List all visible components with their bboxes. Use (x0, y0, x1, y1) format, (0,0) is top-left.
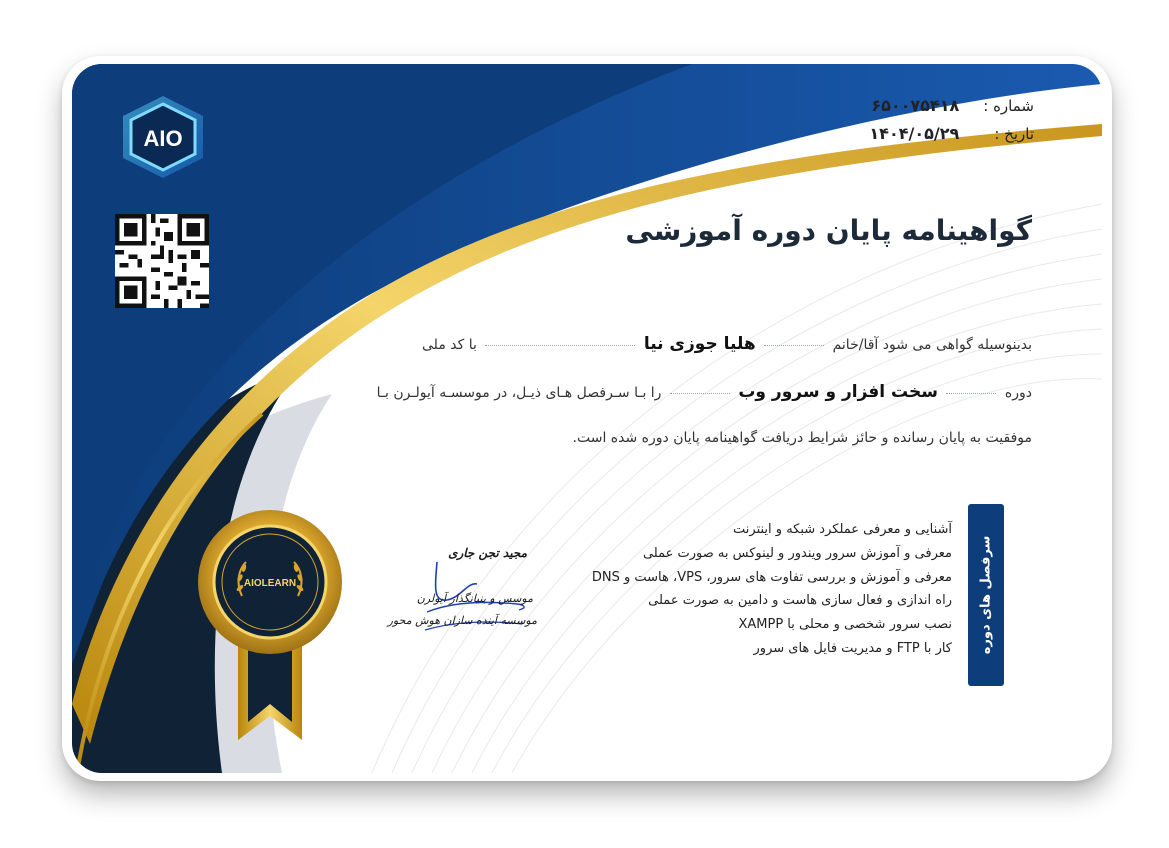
syllabus-item: نصب سرور شخصی و محلی با XAMPP (738, 617, 952, 633)
certificate-inner (72, 64, 1102, 773)
syllabus-item: معرفی و آموزش و بررسی تفاوت های سرور، VPS، هاست و DNS (591, 569, 952, 585)
signature-block (387, 542, 537, 652)
line1-prefix: بدینوسیله گواهی می شود آقا/خانم (832, 337, 1032, 353)
date-row (774, 124, 1034, 152)
line1-suffix: با کد ملی (422, 337, 477, 353)
number-label: شماره : (983, 97, 1034, 115)
line2-prefix: دوره (1004, 385, 1032, 401)
body-line-3: موفقیت به پایان رسانده و حائز شرایط دریافت گواهینامه پایان دوره شده است. (572, 430, 1032, 446)
certificate-card (62, 56, 1112, 781)
logo-panel (100, 64, 224, 326)
syllabus-item: کار با FTP و مدیریت فایل های سرور (753, 640, 952, 656)
aio-logo (115, 92, 211, 182)
number-row (774, 96, 1034, 124)
syllabus-item: معرفی و آموزش سرور ویندور و لینوکس به صورت عملی (642, 545, 952, 561)
award-seal (190, 504, 350, 744)
signatory-title-2: موسسه آینده سازان هوش محور (387, 614, 537, 627)
date-label: تاریخ : (994, 125, 1034, 143)
dotted-line (670, 393, 730, 394)
number-value: ۶۵۰۰۷۵۴۱۸ (871, 96, 960, 115)
recipient-name: هلیا جوزی نیا (643, 334, 756, 354)
signatory-title-1: موسس و بنیانگذار آیولرن (416, 592, 533, 605)
syllabus-list (532, 518, 952, 661)
line2-suffix: را بـا سـرفصل هـای ذیـل، در موسسـه آیولـرن بـا (376, 385, 662, 401)
certificate-title: گواهینامه پایان دوره آموزشی (625, 214, 1032, 247)
dotted-line (946, 393, 996, 394)
body-line-2 (332, 382, 1032, 402)
signatory-name: مجید تجن جاری (448, 546, 527, 560)
body-line-1 (312, 334, 1032, 354)
syllabus-item: راه اندازی و فعال سازی هاست و دامین به صورت عملی (648, 593, 952, 609)
syllabus-tab-label: سرفصل های دوره (978, 535, 994, 655)
certificate-meta (774, 96, 1034, 152)
dotted-line (485, 345, 635, 346)
syllabus-item: آشنایی و معرفی عملکرد شبکه و اینترنت (733, 522, 952, 537)
course-name: سخت افزار و سرور وب (738, 382, 938, 402)
date-value: ۱۴۰۴/۰۵/۲۹ (869, 124, 960, 143)
qr-code[interactable] (115, 214, 209, 308)
dotted-line (764, 345, 824, 346)
seal-label: AIOLEARN (243, 578, 297, 589)
logo-text: AIO (143, 126, 183, 151)
syllabus-tab (968, 504, 1004, 686)
